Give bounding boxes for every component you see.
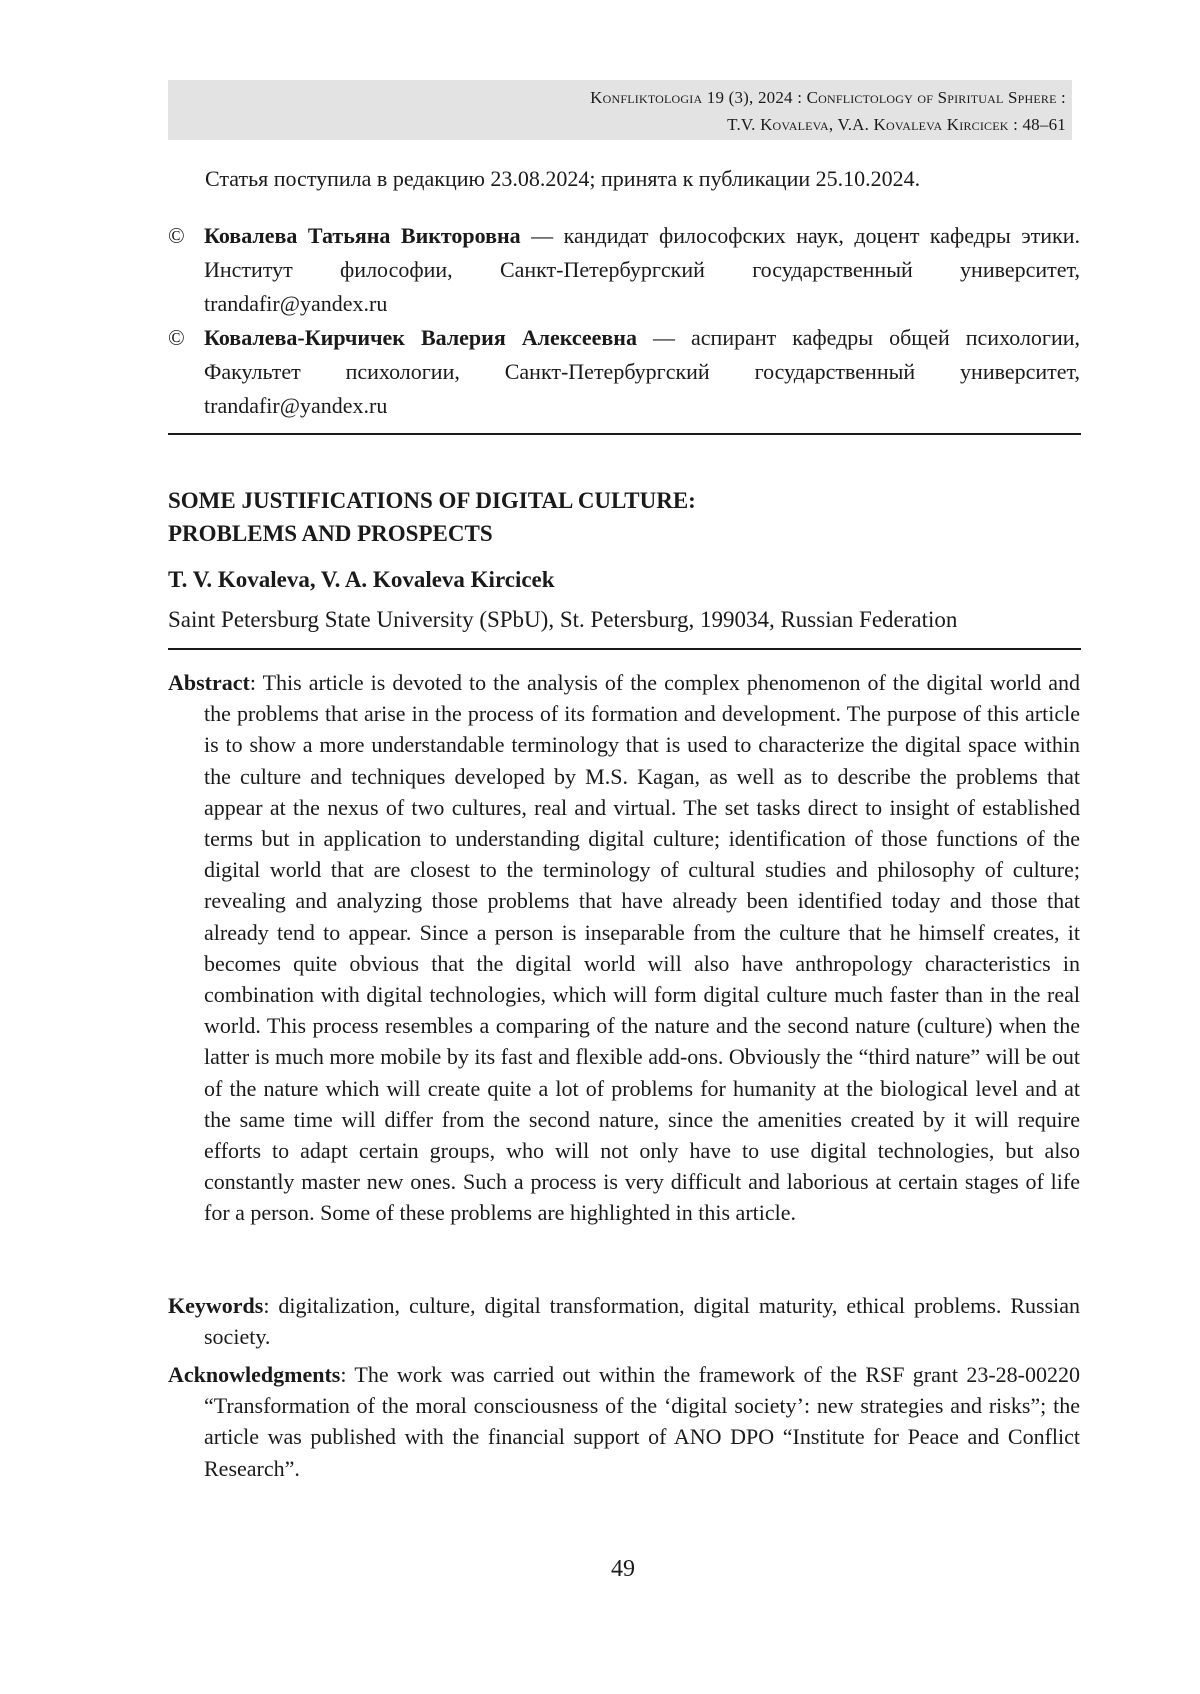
keywords-label: Keywords	[168, 1293, 264, 1318]
acknowledgments-text: : The work was carried out within the framework of the RSF grant 23-28-00220 “Transformation of the moral consciousness of the ‘digital society’: new strategies and risks”; the article was published with the financial support of ANO DPO “Institute for Peace and Conflict Research”.	[204, 1362, 1080, 1481]
article-authors: T. V. Kovaleva, V. A. Kovaleva Kircicek	[168, 567, 555, 592]
author-details: — аспирант кафедры общей психологии, Факультет психологии, Санкт-Петербургский государственный университет, trandafir@yandex.ru	[204, 325, 1080, 418]
author-info-1	[168, 219, 1080, 321]
abstract-label: Abstract	[168, 670, 250, 695]
received-date-note: Статья поступила в редакцию 23.08.2024; принята к публикации 25.10.2024.	[205, 166, 921, 191]
divider	[168, 433, 1081, 435]
article-affiliation: Saint Petersburg State University (SPbU), St. Petersburg, 199034, Russian Federation	[168, 607, 958, 632]
abstract	[168, 667, 1080, 1229]
keywords-text: : digitalization, culture, digital transformation, digital maturity, ethical problems. Russian society.	[204, 1293, 1080, 1350]
copyright-symbol: ©	[168, 325, 185, 350]
article-title-line: SOME JUSTIFICATIONS OF DIGITAL CULTURE:	[168, 488, 696, 513]
abstract-text: : This article is devoted to the analysis of the complex phenomenon of the digital world and the problems that arise in the process of its formation and development. The purpose of this article is to show a more understandable terminology that is used to characterize the digital space within the culture and techniques developed by M.S. Kagan, as well as to describe the problems that appear at the nexus of two cultures, real and virtual. The set tasks direct to insight of established terms but in application to understanding digital culture; identification of those functions of the digital world that are closest to the terminology of cultural studies and philosophy of culture; revealing and analyzing those problems that have already been identified today and those that already tend to appear. Since a person is inseparable from the culture that he himself creates, it becomes quite obvious that the digital world will also have anthropology characteristics in combination with digital technologies, which will form digital culture much faster than in the real world. This process resembles a comparing of the nature and the second nature (culture) when the latter is much more mobile by its fast and flexible add-ons. Obviously the “third nature” will be out of the nature which will create quite a lot of problems for humanity at the biological level and at the same time will differ from the second nature, since the amenities created by it will require efforts to adapt certain groups, who will not only have to use digital technologies, but also constantly master new ones. Such a process is very difficult and laborious at certain stages of life for a person. Some of these problems are highlighted in this article.	[204, 670, 1080, 1226]
acknowledgments	[168, 1359, 1080, 1484]
author-details: — кандидат философских наук, доцент кафедры этики. Институт философии, Санкт-Петербургский государственный университет, trandafir@yandex.ru	[204, 223, 1081, 316]
article-title-line: PROBLEMS AND PROSPECTS	[168, 521, 493, 546]
copyright-symbol: ©	[168, 223, 185, 248]
divider	[168, 648, 1081, 650]
running-header	[168, 80, 1072, 140]
running-header-authors: T.V. Kovaleva, V.A. Kovaleva Kircicek : 48–61	[727, 115, 1066, 134]
author-name: Ковалева-Кирчичек Валерия Алексеевна	[204, 325, 637, 350]
author-name: Ковалева Татьяна Викторовна	[204, 223, 521, 248]
acknowledgments-label: Acknowledgments	[168, 1362, 341, 1387]
page-number: 49	[611, 1556, 635, 1582]
article-title	[168, 484, 696, 550]
keywords	[168, 1290, 1080, 1352]
running-header-journal: Konfliktologia 19 (3), 2024 : Conflictology of Spiritual Sphere :	[590, 88, 1066, 107]
author-info-2	[168, 321, 1080, 423]
